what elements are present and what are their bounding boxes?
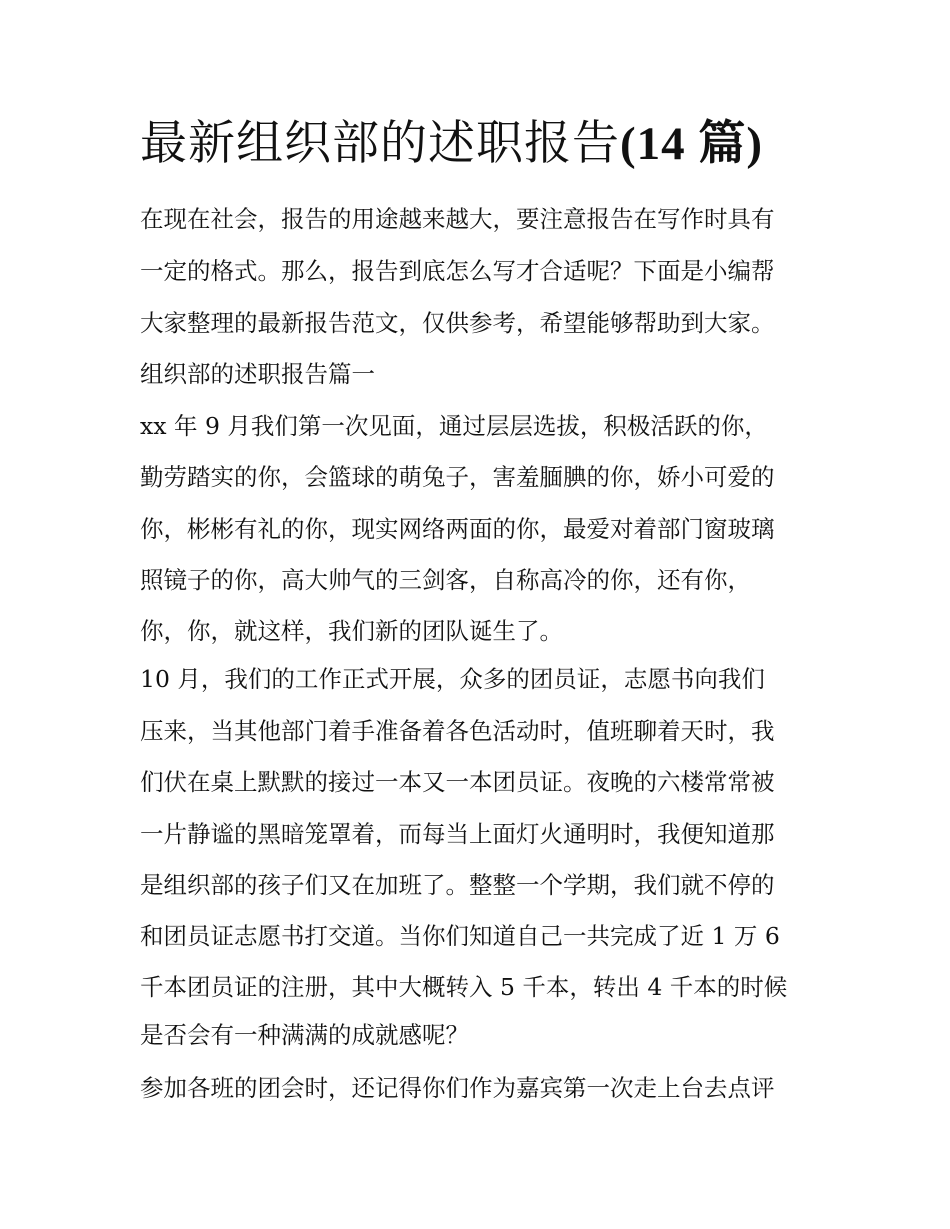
- body-line-8: 照镜子的你，高大帅气的三剑客，自称高冷的你，还有你，: [140, 566, 751, 594]
- body-line-7: 你，彬彬有礼的你，现实网络两面的你，最爱对着部门窗玻璃: [140, 515, 775, 543]
- body-line-1: 在现在社会，报告的用途越来越大，要注意报告在写作时具有: [140, 205, 775, 233]
- body-line-12: 们伏在桌上默默的接过一本又一本团员证。夜晚的六楼常常被: [140, 768, 775, 796]
- body-line-3: 大家整理的最新报告范文，仅供参考，希望能够帮助到大家。: [140, 309, 775, 337]
- body-line-11: 压来，当其他部门着手准备着各色活动时，值班聊着天时，我: [140, 717, 775, 745]
- body-line-17: 是否会有一种满满的成就感呢？: [140, 1021, 469, 1049]
- body-line-15: 和团员证志愿书打交道。当你们知道自己一共完成了近 1 万 6: [140, 922, 780, 950]
- body-line-6: 勤劳踏实的你，会篮球的萌兔子，害羞腼腆的你，娇小可爱的: [140, 463, 775, 491]
- body-line-14: 是组织部的孩子们又在加班了。整整一个学期，我们就不停的: [140, 871, 775, 899]
- body-line-5: xx 年 9 月我们第一次见面，通过层层选拔，积极活跃的你，: [140, 412, 768, 440]
- document-title-count: (14 篇): [620, 118, 764, 170]
- document-title: [140, 112, 763, 176]
- body-line-2: 一定的格式。那么，报告到底怎么写才合适呢？下面是小编帮: [140, 257, 775, 285]
- body-line-13: 一片静谧的黑暗笼罩着，而每当上面灯火通明时，我便知道那: [140, 820, 775, 848]
- body-line-18: 参加各班的团会时，还记得你们作为嘉宾第一次走上台去点评: [140, 1074, 775, 1102]
- section-heading-1: 组织部的述职报告篇一: [140, 360, 375, 388]
- document-title-text: 最新组织部的述职报告: [140, 116, 620, 171]
- body-line-10: 10 月，我们的工作正式开展，众多的团员证，志愿书向我们: [140, 665, 765, 693]
- body-line-9: 你，你，就这样，我们新的团队诞生了。: [140, 617, 563, 645]
- body-line-16: 千本团员证的注册，其中大概转入 5 千本，转出 4 千本的时候: [140, 973, 788, 1001]
